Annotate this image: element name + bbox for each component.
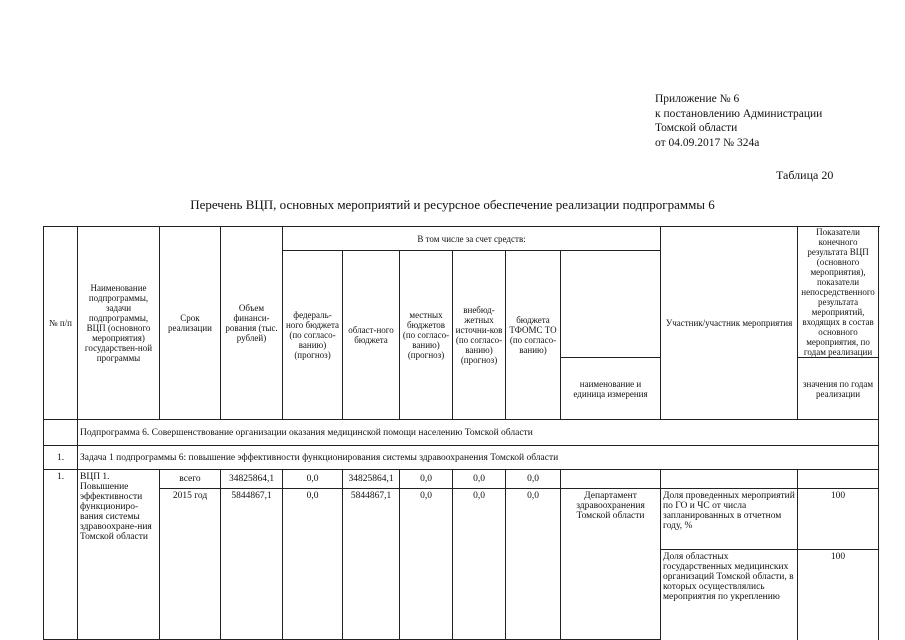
indicator-name: Доля проведенных мероприятий по ГО и ЧС от числа запланированных в отчетном году, % xyxy=(661,489,798,550)
appendix-line: от 04.09.2017 № 324а xyxy=(655,136,760,149)
header-num: № п/п xyxy=(44,227,78,420)
task-title: Задача 1 подпрограммы 6: повышение эффективности функционирования системы здравоохранения Томской области xyxy=(78,446,879,470)
table-label: Таблица 20 xyxy=(776,168,834,182)
indicator-value: 100 xyxy=(798,489,879,550)
vcp-num: 1. xyxy=(44,470,78,640)
total-federal: 0,0 xyxy=(283,470,343,489)
header-federal: федераль-ного бюджета (по согласо-ванию) (прогноз) xyxy=(283,251,343,420)
year-volume: 5844867,1 xyxy=(221,489,283,640)
year-tfoms: 0,0 xyxy=(506,489,561,640)
total-tfoms: 0,0 xyxy=(506,470,561,489)
header-indicators-group: Показатели конечного результата ВЦП (основного мероприятия), показатели непосредственного результата мероприятий, входящих в состав основного мероприятия, по годам реализации xyxy=(798,227,879,358)
header-period: Срок реализации xyxy=(160,227,221,420)
subprogram-table xyxy=(43,226,879,640)
total-local: 0,0 xyxy=(400,470,453,489)
subprogram-title: Подпрограмма 6. Совершенствование организации оказания медицинской помощи населению Томской области xyxy=(78,420,879,446)
task-num: 1. xyxy=(44,446,78,470)
subprogram-row xyxy=(44,420,879,446)
total-period: всего xyxy=(160,470,221,489)
appendix-block xyxy=(655,92,822,150)
indicator-value: 100 xyxy=(798,550,879,640)
header-name: Наименование подпрограммы, задачи подпрограммы, ВЦП (основного мероприятия) государствен-ной программы xyxy=(78,227,160,420)
header-row-1 xyxy=(44,227,879,251)
year-extra: 0,0 xyxy=(453,489,506,640)
header-ind-name: наименование и единица измерения xyxy=(561,358,661,420)
header-ind-values: значения по годам реализации xyxy=(798,358,879,420)
vcp-name: ВЦП 1. Повышение эффективности функциониро-вания системы здравоохране-ния Томской области xyxy=(78,470,160,640)
participant: Департамент здравоохранения Томской области xyxy=(561,489,661,640)
vcp-total-row xyxy=(44,470,879,489)
header-local: местных бюджетов (по согласо-ванию) (прогноз) xyxy=(400,251,453,420)
appendix-line: к постановлению Администрации xyxy=(655,107,823,120)
year-period: 2015 год xyxy=(160,489,221,640)
year-local: 0,0 xyxy=(400,489,453,640)
year-federal: 0,0 xyxy=(283,489,343,640)
appendix-line: Томской области xyxy=(655,122,738,134)
task-row xyxy=(44,446,879,470)
header-volume: Объем финанси-рования (тыс. рублей) xyxy=(221,227,283,420)
total-regional: 34825864,1 xyxy=(343,470,400,489)
appendix-line: Приложение № 6 xyxy=(655,93,740,105)
year-regional: 5844867,1 xyxy=(343,489,400,640)
header-tfoms: бюджета ТФОМС ТО (по согласо-ванию) xyxy=(506,251,561,420)
vcp-2015-row xyxy=(44,489,879,550)
document-title: Перечень ВЦП, основных мероприятий и ресурсное обеспечение реализации подпрограммы 6 xyxy=(190,197,715,212)
header-participant: Участник/участник мероприятия xyxy=(661,227,798,420)
indicator-name: Доля областных государственных медицинских организаций Томской области, в которых осуществлялись мероприятия по укреплению xyxy=(661,550,798,640)
header-incl-group: В том числе за счет средств: xyxy=(283,227,661,251)
total-volume: 34825864,1 xyxy=(221,470,283,489)
header-extra: внебюд-жетных источни-ков (по согласо-ванию) (прогноз) xyxy=(453,251,506,420)
total-extra: 0,0 xyxy=(453,470,506,489)
header-regional: област-ного бюджета xyxy=(343,251,400,420)
